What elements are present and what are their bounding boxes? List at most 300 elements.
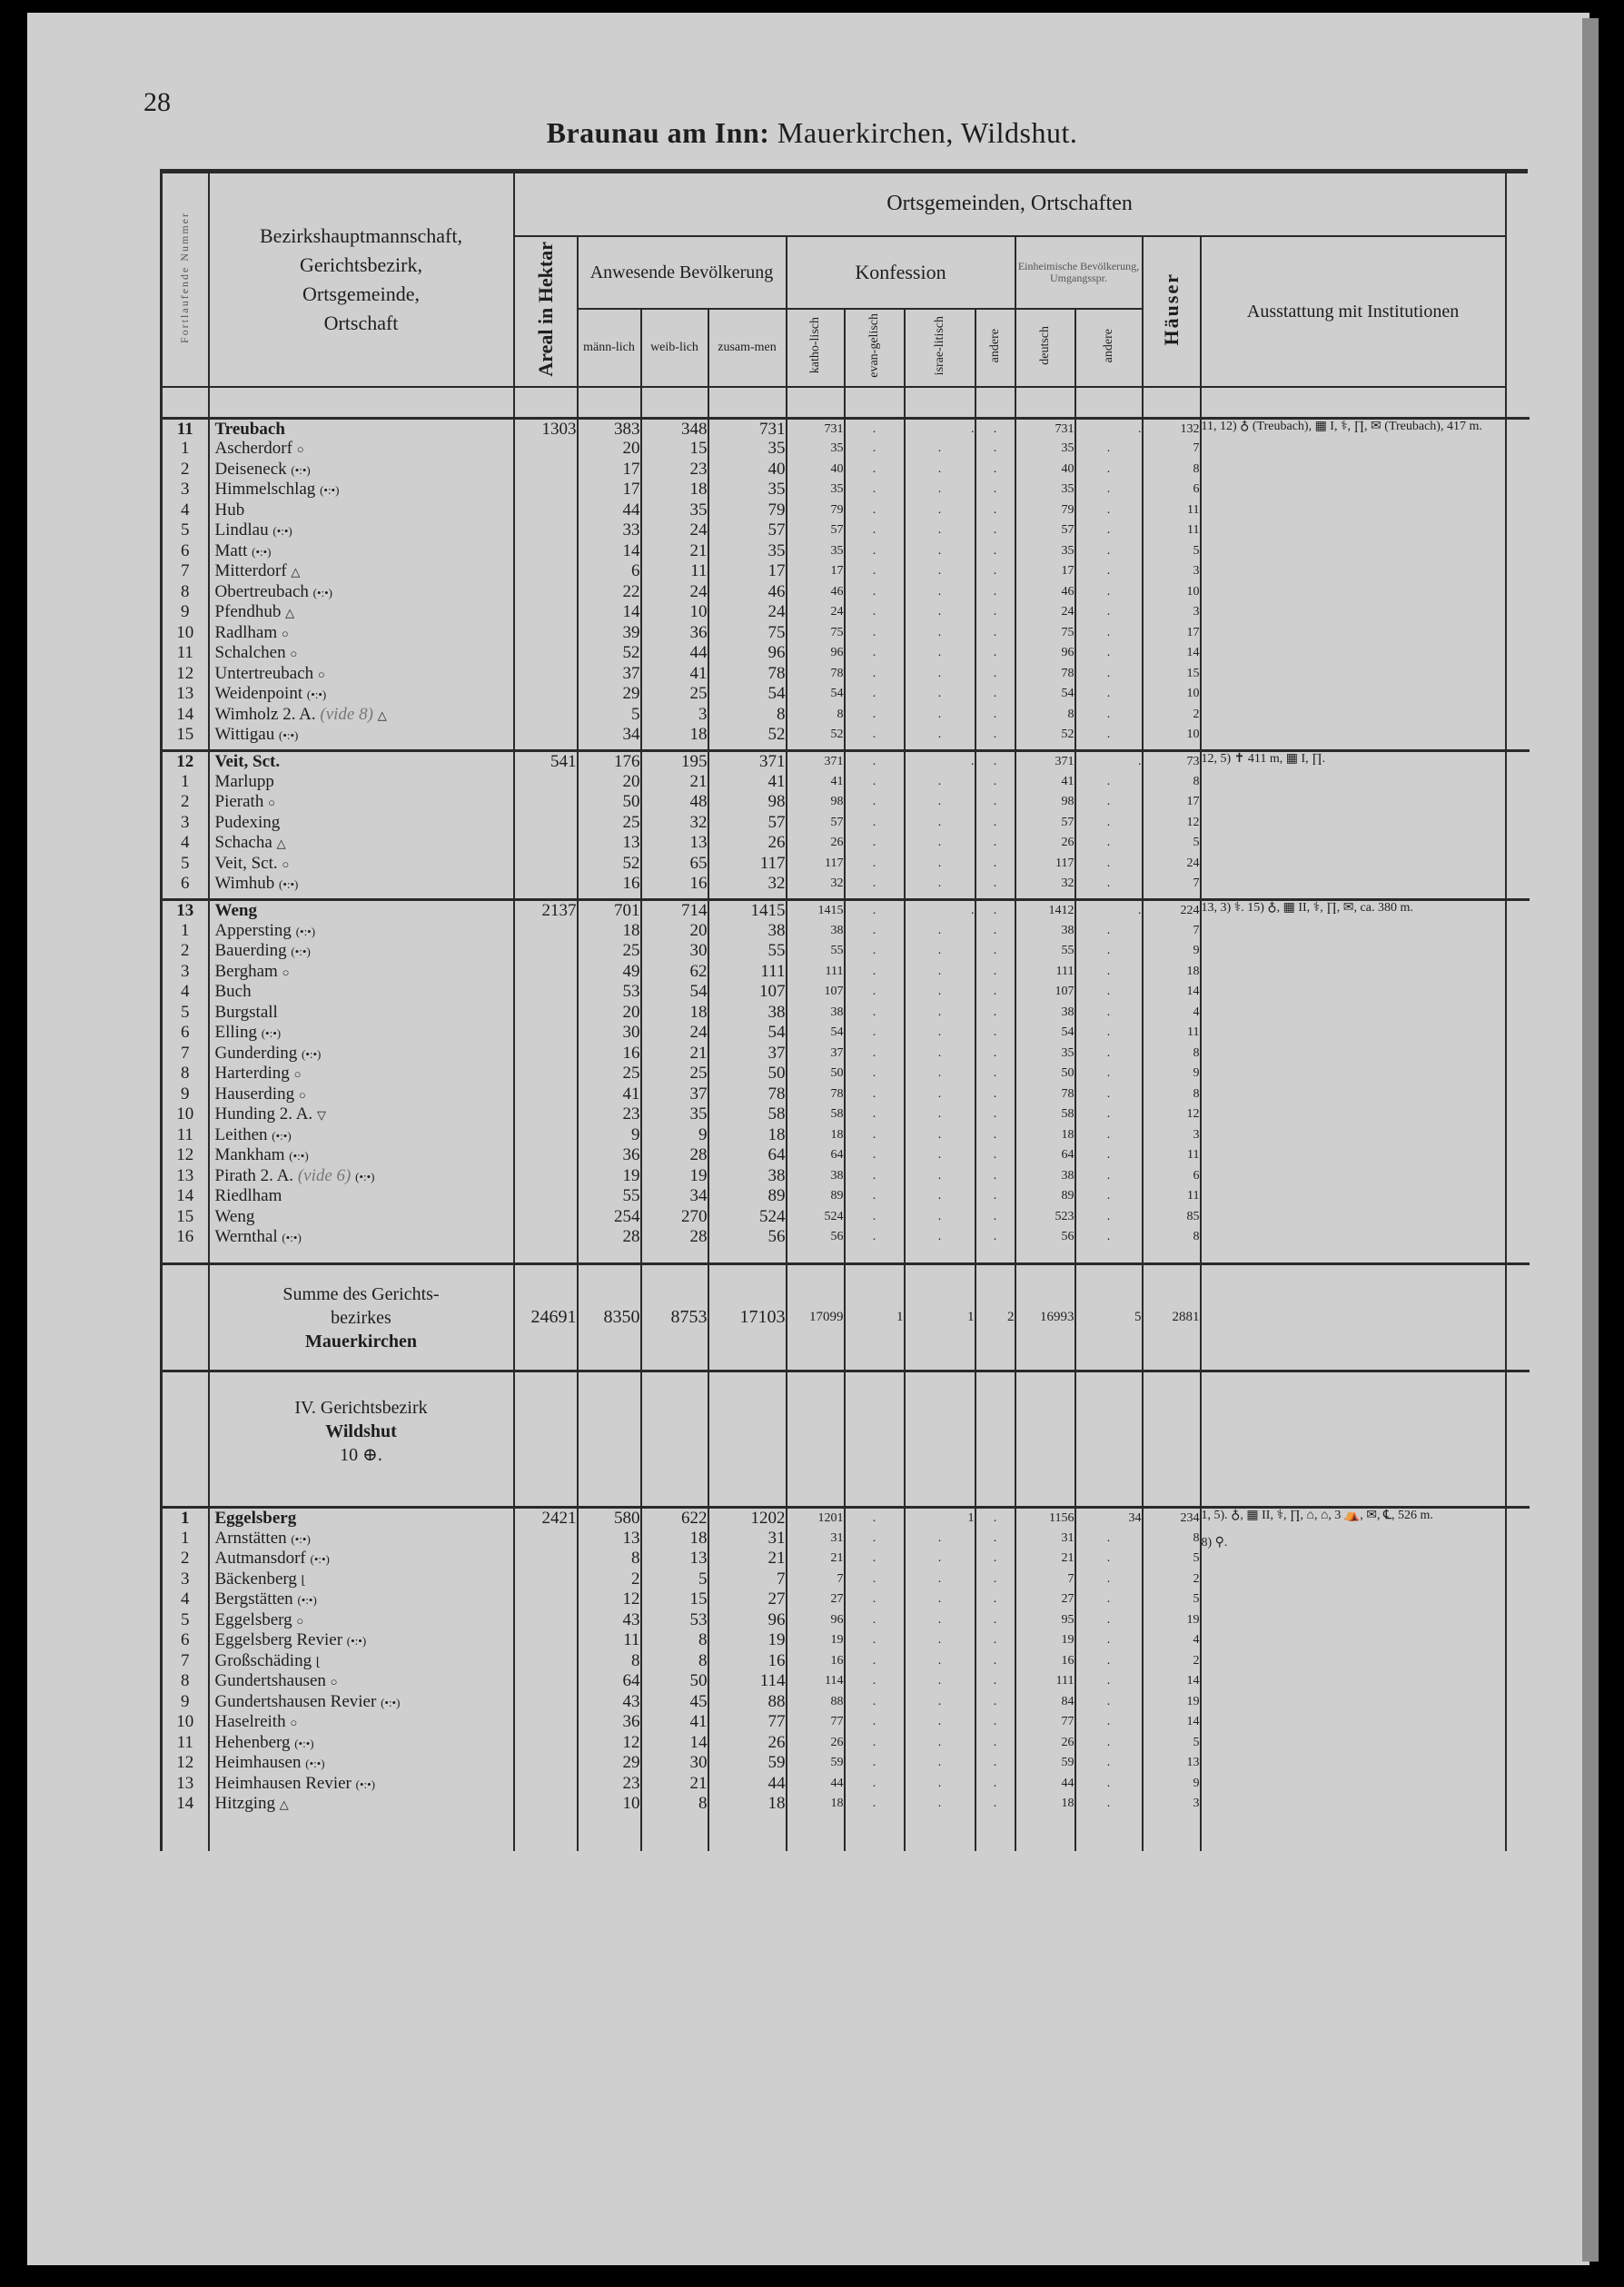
- zusammen-value: 96: [708, 1610, 787, 1631]
- empty-cell: [1506, 751, 1530, 772]
- katholisch-value: 38: [787, 1166, 845, 1187]
- title-bold: Braunau am Inn:: [546, 116, 770, 149]
- deutsch-value: 26: [1015, 1733, 1075, 1754]
- areal-value: [514, 541, 578, 562]
- haeuser-value: 224: [1143, 900, 1201, 921]
- zusammen-value: 32: [708, 874, 787, 895]
- ortschaft-name-cell: [209, 1104, 514, 1125]
- empty-cell: [162, 387, 209, 418]
- areal-value: [514, 1651, 578, 1672]
- settlement-type-icon: (•:•): [291, 945, 311, 958]
- israelitisch-value: .: [905, 1186, 975, 1207]
- ortschaft-name: Bauerding: [214, 941, 287, 960]
- katholisch-value: 79: [787, 500, 845, 521]
- settlement-type-icon: ○: [282, 856, 290, 871]
- ortschaft-name: Gundertshausen: [214, 1671, 326, 1690]
- zusammen-value: 38: [708, 1166, 787, 1187]
- israelitisch-value: .: [905, 982, 975, 1003]
- ortschaft-number: 14: [162, 1794, 209, 1815]
- andere-konfession-value: .: [975, 813, 1015, 834]
- settlement-type-icon: (•:•): [320, 483, 340, 497]
- ortschaft-number: 9: [162, 1084, 209, 1105]
- weiblich-value: 270: [641, 1207, 708, 1228]
- header-israelitisch: israe-litisch: [905, 309, 975, 387]
- empty-cell: [1506, 623, 1530, 644]
- ortschaft-name: Eggelsberg: [214, 1609, 292, 1629]
- katholisch-value: 16: [787, 1651, 845, 1672]
- haeuser-value: 5: [1143, 541, 1201, 562]
- evangelisch-value: .: [845, 921, 905, 942]
- settlement-type-icon: (•:•): [282, 1231, 302, 1244]
- areal-value: [514, 1529, 578, 1549]
- ortschaft-name: Veit, Sct.: [214, 853, 278, 873]
- deutsch-value: 50: [1015, 1064, 1075, 1084]
- maennlich-value: 14: [578, 541, 641, 562]
- israelitisch-value: .: [905, 1630, 975, 1651]
- andere-konfession-value: .: [975, 1166, 1015, 1187]
- areal-value: [514, 1044, 578, 1064]
- zusammen-value: 19: [708, 1630, 787, 1651]
- andere-konfession-value: .: [975, 561, 1015, 582]
- empty-cell: [1015, 1248, 1075, 1264]
- andere-sprache-value: .: [1075, 1794, 1143, 1815]
- empty-cell: [1506, 1529, 1530, 1549]
- haeuser-value: 11: [1143, 1023, 1201, 1044]
- evangelisch-value: .: [845, 1692, 905, 1713]
- settlement-type-icon: ○: [293, 1067, 302, 1081]
- deutsch-value: 26: [1015, 833, 1075, 854]
- deutsch-value: 35: [1015, 1044, 1075, 1064]
- empty-cell: [1506, 874, 1530, 895]
- ortschaft-number: 14: [162, 1186, 209, 1207]
- areal-value: [514, 623, 578, 644]
- ortschaft-name: Heimhausen: [214, 1753, 302, 1772]
- weiblich-value: 35: [641, 1104, 708, 1125]
- ortschaft-name: Arnstätten: [214, 1528, 287, 1548]
- empty-cell: [1201, 1264, 1506, 1371]
- empty-cell: [708, 1371, 787, 1508]
- ortschaft-number: 6: [162, 541, 209, 562]
- ortschaft-name-cell: [209, 1064, 514, 1084]
- areal-value: [514, 1064, 578, 1084]
- ortschaft-name: Riedlham: [214, 1186, 282, 1205]
- andere-sprache-value: .: [1075, 684, 1143, 705]
- ortschaft-number: 1: [162, 1529, 209, 1549]
- maennlich-value: 29: [578, 684, 641, 705]
- areal-value: [514, 1084, 578, 1105]
- haeuser-value: 132: [1143, 418, 1201, 439]
- zusammen-value: 26: [708, 833, 787, 854]
- ortschaft-name-cell: [209, 1044, 514, 1064]
- empty-cell: [1506, 900, 1530, 921]
- empty-cell: [905, 1815, 975, 1851]
- empty-cell: [1506, 1651, 1530, 1672]
- deutsch-value: 59: [1015, 1753, 1075, 1774]
- summary-row: [162, 1264, 1530, 1371]
- evangelisch-value: .: [845, 1227, 905, 1248]
- maennlich-value: 23: [578, 1104, 641, 1125]
- weiblich-value: 21: [641, 772, 708, 793]
- ortschaft-name-cell: [209, 582, 514, 603]
- weiblich-value: 18: [641, 1003, 708, 1024]
- andere-konfession-value: .: [975, 1692, 1015, 1713]
- katholisch-value: 731: [787, 418, 845, 439]
- ortschaft-name: Wimhub: [214, 874, 275, 893]
- empty-cell: [641, 1371, 708, 1508]
- weiblich-value: 13: [641, 833, 708, 854]
- empty-cell: [1506, 1712, 1530, 1733]
- district-label: [209, 1371, 514, 1508]
- empty-cell: [578, 387, 641, 418]
- andere-sprache-value: .: [1075, 1529, 1143, 1549]
- andere-konfession-value: .: [975, 684, 1015, 705]
- ortschaft-name-cell: [209, 1549, 514, 1569]
- zusammen-value: 50: [708, 1064, 787, 1084]
- empty-cell: [1506, 1549, 1530, 1569]
- settlement-type-icon: ○: [290, 1716, 298, 1729]
- zusammen-value: 17: [708, 561, 787, 582]
- andere-sprache-value: .: [1075, 623, 1143, 644]
- katholisch-value: 77: [787, 1712, 845, 1733]
- weiblich-value: 14: [641, 1733, 708, 1754]
- census-table: [160, 173, 1530, 1851]
- gemeinde-row: [162, 418, 1530, 439]
- ortschaft-name-cell: [209, 643, 514, 664]
- katholisch-value: 26: [787, 833, 845, 854]
- ortschaft-name: Hauserding: [214, 1084, 295, 1104]
- zusammen-value: 89: [708, 1186, 787, 1207]
- ortschaft-number: 10: [162, 1712, 209, 1733]
- andere-konfession-value: .: [975, 1227, 1015, 1248]
- ortschaft-name: Wittigau: [214, 725, 275, 744]
- ortschaft-number: 2: [162, 460, 209, 480]
- israelitisch-value: .: [905, 1569, 975, 1590]
- weiblich-value: 714: [641, 900, 708, 921]
- deutsch-value: 8: [1015, 705, 1075, 726]
- ortschaft-name-cell: [209, 664, 514, 685]
- zusammen-value: 117: [708, 854, 787, 875]
- andere-sprache-value: .: [1075, 962, 1143, 983]
- ortschaft-number: 8: [162, 582, 209, 603]
- zusammen-value: 35: [708, 541, 787, 562]
- areal-value: [514, 1610, 578, 1631]
- ortschaft-name-cell: [209, 1207, 514, 1228]
- ortschaft-number: 9: [162, 1692, 209, 1713]
- ortschaft-name-cell: [209, 772, 514, 793]
- deutsch-value: 17: [1015, 561, 1075, 582]
- katholisch-value: 54: [787, 684, 845, 705]
- weiblich-value: 5: [641, 1569, 708, 1590]
- empty-cell: [1506, 1569, 1530, 1590]
- ortschaft-name-cell: [209, 541, 514, 562]
- empty-cell: [1506, 500, 1530, 521]
- deutsch-value: 731: [1015, 418, 1075, 439]
- katholisch-value: 371: [787, 751, 845, 772]
- empty-cell: [1506, 1733, 1530, 1754]
- katholisch-value: 17: [787, 561, 845, 582]
- ortschaft-name: Hehenberg: [214, 1732, 291, 1752]
- haeuser-value: 10: [1143, 582, 1201, 603]
- zusammen-value: 731: [708, 418, 787, 439]
- empty-cell: [975, 1248, 1015, 1264]
- areal-value: [514, 962, 578, 983]
- haeuser-value: 10: [1143, 684, 1201, 705]
- ortschaft-name: Pfendhub: [214, 602, 282, 621]
- areal-value: [514, 1104, 578, 1125]
- summary-andere-sprache: 5: [1075, 1264, 1143, 1371]
- israelitisch-value: .: [905, 921, 975, 942]
- israelitisch-value: .: [905, 1589, 975, 1610]
- areal-value: [514, 941, 578, 962]
- haeuser-value: 6: [1143, 1166, 1201, 1187]
- israelitisch-value: .: [905, 1125, 975, 1146]
- settlement-type-icon: (•:•): [289, 1149, 309, 1163]
- maennlich-value: 28: [578, 1227, 641, 1248]
- zusammen-value: 1415: [708, 900, 787, 921]
- header-ortsgemeinden: Ortsgemeinden, Ortschaften: [514, 173, 1506, 236]
- weiblich-value: 20: [641, 921, 708, 942]
- haeuser-value: 5: [1143, 833, 1201, 854]
- zusammen-value: 59: [708, 1753, 787, 1774]
- ortschaft-number: 14: [162, 705, 209, 726]
- deutsch-value: 18: [1015, 1794, 1075, 1815]
- haeuser-value: 10: [1143, 725, 1201, 746]
- zusammen-value: 26: [708, 1733, 787, 1754]
- evangelisch-value: .: [845, 982, 905, 1003]
- haeuser-value: 13: [1143, 1753, 1201, 1774]
- andere-sprache-value: .: [1075, 833, 1143, 854]
- weiblich-value: 45: [641, 1692, 708, 1713]
- empty-cell: [1506, 387, 1530, 418]
- deutsch-value: 44: [1015, 1774, 1075, 1795]
- israelitisch-value: .: [905, 1610, 975, 1631]
- andere-sprache-value: .: [1075, 664, 1143, 685]
- haeuser-value: 7: [1143, 921, 1201, 942]
- empty-cell: [514, 1815, 578, 1851]
- deutsch-value: 64: [1015, 1145, 1075, 1166]
- zusammen-value: 98: [708, 792, 787, 813]
- ortschaft-name-cell: [209, 1166, 514, 1187]
- maennlich-value: 25: [578, 813, 641, 834]
- andere-konfession-value: .: [975, 418, 1015, 439]
- empty-cell: [1506, 772, 1530, 793]
- ortschaft-name-cell: [209, 602, 514, 623]
- katholisch-value: 98: [787, 792, 845, 813]
- katholisch-value: 57: [787, 520, 845, 541]
- ortschaft-name: Lindlau: [214, 520, 269, 540]
- katholisch-value: 1415: [787, 900, 845, 921]
- summary-label-line1: Summe des Gerichts-: [282, 1283, 440, 1304]
- haeuser-value: 11: [1143, 1145, 1201, 1166]
- haeuser-value: 19: [1143, 1610, 1201, 1631]
- maennlich-value: 20: [578, 1003, 641, 1024]
- evangelisch-value: .: [845, 1651, 905, 1672]
- summary-deutsch: 16993: [1015, 1264, 1075, 1371]
- katholisch-value: 8: [787, 705, 845, 726]
- andere-konfession-value: .: [975, 1003, 1015, 1024]
- page-spine-shadow: [1582, 18, 1599, 2262]
- israelitisch-value: .: [905, 725, 975, 746]
- ortschaft-name: Ascherdorf: [214, 439, 292, 458]
- katholisch-value: 44: [787, 1774, 845, 1795]
- deutsch-value: 18: [1015, 1125, 1075, 1146]
- katholisch-value: 89: [787, 1186, 845, 1207]
- evangelisch-value: .: [845, 684, 905, 705]
- ortschaft-name-cell: [209, 1610, 514, 1631]
- ortschaft-name-cell: [209, 874, 514, 895]
- ortschaft-number: 7: [162, 1044, 209, 1064]
- israelitisch-value: .: [905, 1003, 975, 1024]
- israelitisch-value: .: [905, 833, 975, 854]
- settlement-type-icon: △: [285, 606, 295, 619]
- andere-sprache-value: .: [1075, 1125, 1143, 1146]
- andere-konfession-value: .: [975, 792, 1015, 813]
- empty-cell: [1506, 541, 1530, 562]
- empty-cell: [1506, 1630, 1530, 1651]
- evangelisch-value: .: [845, 1508, 905, 1529]
- deutsch-value: 96: [1015, 643, 1075, 664]
- settlement-type-icon: (•:•): [272, 524, 292, 538]
- maennlich-value: 20: [578, 772, 641, 793]
- empty-cell: [641, 1248, 708, 1264]
- evangelisch-value: .: [845, 1084, 905, 1105]
- andere-konfession-value: .: [975, 1569, 1015, 1590]
- weiblich-value: 54: [641, 982, 708, 1003]
- zusammen-value: 111: [708, 962, 787, 983]
- katholisch-value: 59: [787, 1753, 845, 1774]
- katholisch-value: 55: [787, 941, 845, 962]
- deutsch-value: 84: [1015, 1692, 1075, 1713]
- settlement-type-icon: (•:•): [252, 544, 272, 559]
- evangelisch-value: .: [845, 664, 905, 685]
- haeuser-value: 18: [1143, 962, 1201, 983]
- ortschaft-name: Pierath: [214, 792, 264, 811]
- empty-cell: [905, 1248, 975, 1264]
- empty-cell: [1506, 684, 1530, 705]
- settlement-type-icon: (•:•): [306, 688, 327, 701]
- deutsch-value: 16: [1015, 1651, 1075, 1672]
- zusammen-value: 1202: [708, 1508, 787, 1529]
- andere-konfession-value: .: [975, 460, 1015, 480]
- haeuser-value: 7: [1143, 439, 1201, 460]
- ortschaft-number: 5: [162, 520, 209, 541]
- areal-value: [514, 1753, 578, 1774]
- maennlich-value: 701: [578, 900, 641, 921]
- weiblich-value: 30: [641, 1753, 708, 1774]
- zusammen-value: 38: [708, 1003, 787, 1024]
- ausstattung-text: 8) ⚲.: [1201, 1536, 1228, 1549]
- israelitisch-value: .: [905, 1044, 975, 1064]
- ortschaft-name: Obertreubach: [214, 581, 309, 601]
- weiblich-value: 21: [641, 1774, 708, 1795]
- ortschaft-number: 3: [162, 1569, 209, 1590]
- header-andere-konfession: andere: [975, 309, 1015, 387]
- areal-value: [514, 725, 578, 746]
- deutsch-value: 58: [1015, 1104, 1075, 1125]
- header-areal: Areal in Hektar: [514, 236, 578, 387]
- ortschaft-number: 2: [162, 792, 209, 813]
- ortschaft-name: Gunderding: [214, 1043, 298, 1063]
- andere-sprache-value: .: [1075, 1044, 1143, 1064]
- evangelisch-value: .: [845, 1044, 905, 1064]
- katholisch-value: 19: [787, 1630, 845, 1651]
- zusammen-value: 24: [708, 602, 787, 623]
- weiblich-value: 24: [641, 520, 708, 541]
- andere-sprache-value: .: [1075, 1630, 1143, 1651]
- district-line3: 10 ⊕.: [340, 1445, 382, 1465]
- empty-cell: [1506, 602, 1530, 623]
- areal-value: 1303: [514, 418, 578, 439]
- header-katholisch: katho-lisch: [787, 309, 845, 387]
- areal-value: [514, 1589, 578, 1610]
- settlement-type-icon: (•:•): [312, 585, 333, 599]
- empty-cell: [1506, 1774, 1530, 1795]
- katholisch-value: 26: [787, 1733, 845, 1754]
- header-fortlaufende-nummer: Fortlaufende Nummer: [162, 173, 209, 387]
- ortschaft-name: Pudexing: [214, 812, 281, 832]
- ortschaft-number: 12: [162, 1753, 209, 1774]
- settlement-type-icon: (•:•): [291, 462, 311, 477]
- areal-value: [514, 500, 578, 521]
- andere-sprache-value: .: [1075, 1003, 1143, 1024]
- ortschaft-number: 11: [162, 1733, 209, 1754]
- israelitisch-value: .: [905, 1712, 975, 1733]
- empty-cell: [1201, 1815, 1506, 1851]
- andere-konfession-value: .: [975, 1125, 1015, 1146]
- areal-value: [514, 874, 578, 895]
- ortschaft-name: Deiseneck: [214, 459, 287, 479]
- areal-value: [514, 1186, 578, 1207]
- areal-value: [514, 1569, 578, 1590]
- empty-cell: [1506, 520, 1530, 541]
- evangelisch-value: .: [845, 1023, 905, 1044]
- ortschaft-name: Himmelschlag: [214, 480, 316, 499]
- settlement-type-icon: (•:•): [381, 1695, 401, 1709]
- andere-sprache-value: .: [1075, 1064, 1143, 1084]
- andere-sprache-value: .: [1075, 1145, 1143, 1166]
- andere-sprache-value: .: [1075, 1227, 1143, 1248]
- ortschaft-name-cell: [209, 1712, 514, 1733]
- katholisch-value: 24: [787, 602, 845, 623]
- weiblich-value: 348: [641, 418, 708, 439]
- empty-cell: [1075, 387, 1143, 418]
- katholisch-value: 18: [787, 1125, 845, 1146]
- israelitisch-value: .: [905, 900, 975, 921]
- haeuser-value: 12: [1143, 813, 1201, 834]
- empty-cell: [641, 1815, 708, 1851]
- empty-cell: [905, 387, 975, 418]
- katholisch-value: 107: [787, 982, 845, 1003]
- areal-value: [514, 705, 578, 726]
- evangelisch-value: .: [845, 705, 905, 726]
- israelitisch-value: .: [905, 582, 975, 603]
- maennlich-value: 55: [578, 1186, 641, 1207]
- ortschaft-number: 5: [162, 1003, 209, 1024]
- ortschaft-name: Hub: [214, 500, 245, 520]
- andere-konfession-value: .: [975, 602, 1015, 623]
- maennlich-value: 33: [578, 520, 641, 541]
- header-einheimische: Einheimische Bevölkerung, Umgangsspr.: [1015, 236, 1143, 309]
- ortschaft-number: 6: [162, 874, 209, 895]
- ortschaft-name-cell: [209, 921, 514, 942]
- summary-weiblich: 8753: [641, 1264, 708, 1371]
- gemeinde-number: 11: [162, 418, 209, 439]
- andere-sprache-value: .: [1075, 705, 1143, 726]
- ortschaft-name: Buch: [214, 982, 252, 1001]
- deutsch-value: 117: [1015, 854, 1075, 875]
- andere-konfession-value: .: [975, 623, 1015, 644]
- settlement-type-icon: (•:•): [355, 1777, 375, 1791]
